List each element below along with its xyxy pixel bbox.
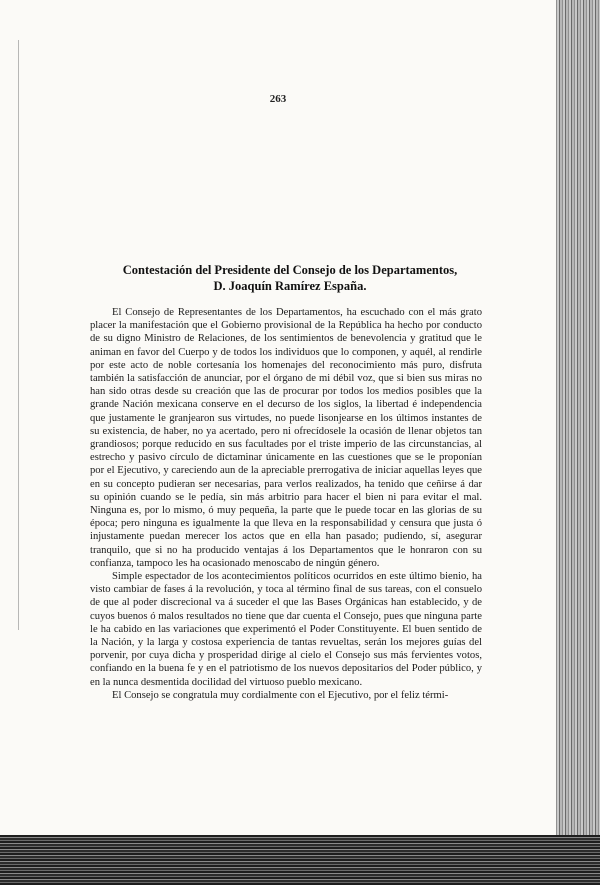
paragraph-2: Simple espectador de los acontecimientos políticos ocurridos en este último bienio, ha visto cambiar de fases á la revolución, y toca al término final de sus tareas, con el consuelo de que al poder discrecional va á suceder el que las Bases Orgánicas han establecido, y de cuyos buenos ó malos resultados no tiene que dar cuenta el Consejo, pues que ninguna parte le ha cabido en las variaciones que experimentó el Poder Constituyente. El buen sentido de la Nación, y la larga y costosa experiencia de tantas revueltas, serán los mejores guías del porvenir, por cuya dicha y prosperidad dirige al cielo el Consejo sus más fervientes votos, confiando en la buena fe y en el patriotismo de los nuevos depositarios del Poder público, y en la nunca desmentida docilidad del virtuoso pueblo mexicano. <box>90 571 482 688</box>
book-edge-right <box>556 0 600 885</box>
book-edge-bottom <box>0 835 600 885</box>
page-number: 263 <box>269 93 287 105</box>
paragraph-3: El Consejo se congratula muy cordialmente con el Ejecutivo, por el feliz térmi- <box>112 689 449 701</box>
body-text <box>90 306 482 702</box>
title-line-1: Contestación del Presidente del Consejo de los Departamentos, <box>122 263 458 277</box>
title-line-2: D. Joaquín Ramírez España. <box>213 279 367 293</box>
margin-line <box>18 40 19 630</box>
paragraph-1: El Consejo de Representantes de los Departamentos, ha escuchado con el más grato placer la manifestación que el Gobierno provisional de la República ha hecho por conducto de su digno Ministro de Relaciones, de los sentimientos de benevolencia y gratitud que le animan en favor del Cuerpo y de todos los individuos que lo componen, y aquél, al rendirle por este acto de noble cortesanía los homenajes del reconocimiento más puro, disfruta también la satisfacción de anunciar, por el órgano de mi débil voz, que si bien sus miras no han sido otras desde su creación que las de procurar por todos los medios posibles que la grande Nación mexicana conserve en el decurso de los siglos, la libertad é independencia que justamente le granjearon sus virtudes, no puede lisonjearse en los últimos instantes de su existencia, de haber, no ya acertado, pero ni ofrecídosele la ocasión de llenar objetos tan grandiosos; porque reducido en sus facultades por el triste imperio de las circunstancias, al estrecho y pasivo círculo de dictaminar únicamente en las cuestiones que se le proponían por el Ejecutivo, y careciendo aun de la apreciable prerrogativa de iniciar aquellas leyes que en su concepto pudieran ser necesarias, para verlos realizados, ha tenido que ceñirse á dar su opinión cuando se le pedía, sin más arbitrio para hacer el bien ni para evitar el mal. Ninguna es, por lo mismo, ó muy pequeña, la parte que le puede tocar en las glorias de su época; pero ninguna es igualmente la que lleva en la responsabilidad y censura que justa ó injustamente puedan merecer los actos que en ella han pasado; pudiendo, sí, asegurar tranquilo, que si no ha producido ventajas á los Departamentos que le honraron con su confianza, tampoco les ha ocasionado menoscabo de ningún género. <box>90 307 482 569</box>
section-title <box>90 262 490 294</box>
